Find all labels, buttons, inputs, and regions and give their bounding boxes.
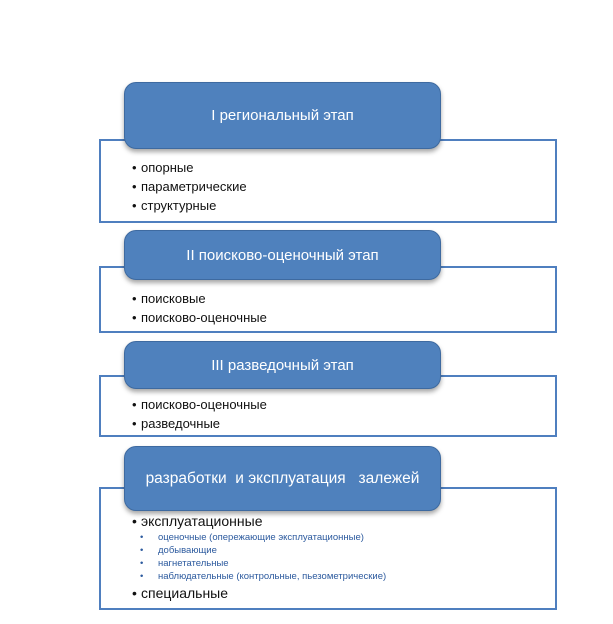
list-item: • специальные [132,583,386,603]
stage-1-title: I региональный этап [211,107,354,124]
stage-3-header [124,341,441,389]
list-item: • поисково-оценочные [132,308,267,327]
list-item: • параметрические [132,177,247,196]
list-item: • опорные [132,158,247,177]
list-item: • поисковые [132,289,267,308]
list-item: • структурные [132,196,247,215]
stage-4-list [132,511,386,603]
stage-3-list [132,395,267,433]
list-item: • эксплуатационные [132,511,386,531]
sub-list-item: • оценочные (опережающие эксплуатационные) [132,531,386,544]
sub-list-item: • нагнетательные [132,557,386,570]
stage-4-header [124,446,441,511]
sub-list-item: • наблюдательные (контрольные, пьезометрические) [132,570,386,583]
stage-2-title: II поисково-оценочный этап [186,246,379,264]
stage-1-header [124,82,441,149]
sub-list-item: • добывающие [132,544,386,557]
stage-2-list [132,289,267,327]
stage-2-header [124,230,441,280]
list-item: • разведочные [132,414,267,433]
stage-4-title: разработки и эксплуатация залежей [145,469,420,487]
stage-3-title: III разведочный этап [211,356,354,374]
stage-1-list [132,158,247,215]
list-item: • поисково-оценочные [132,395,267,414]
